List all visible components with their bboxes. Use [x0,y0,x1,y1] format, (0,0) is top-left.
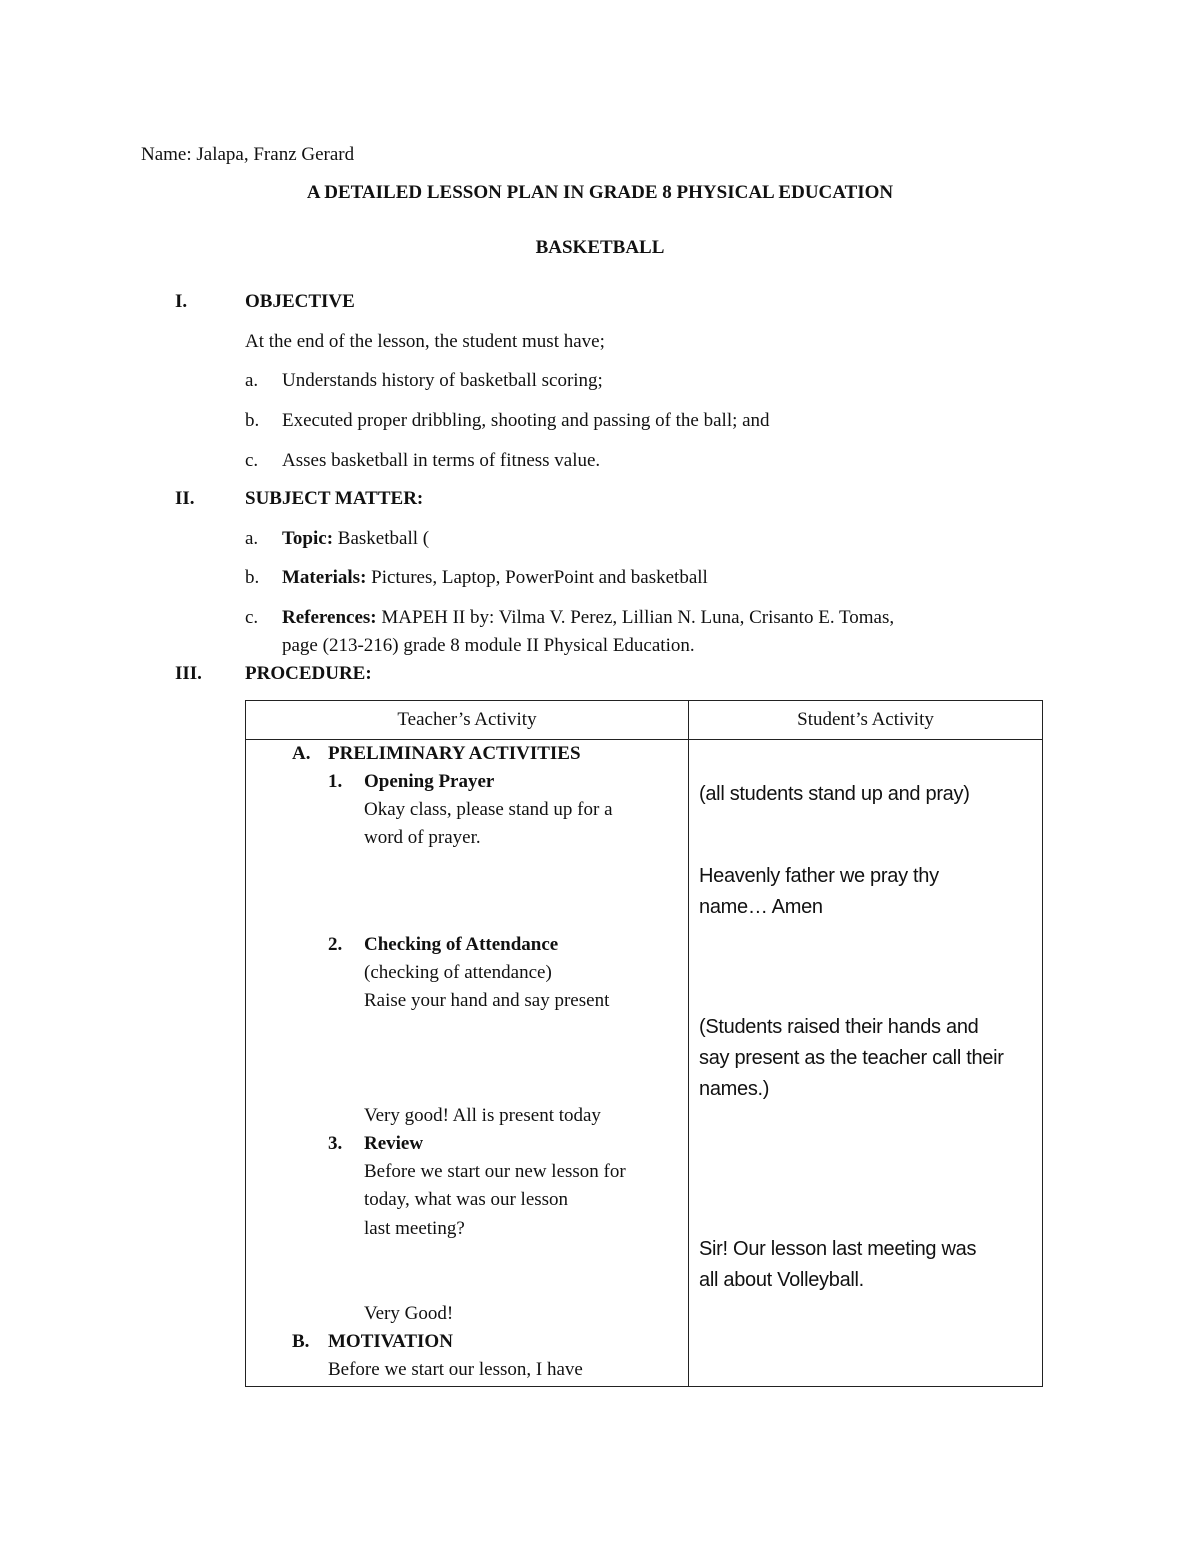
header-student-activity: Student’s Activity [689,701,1043,740]
objective-number: I. [175,291,188,312]
topic-label: Topic: [282,528,334,549]
preliminary-title: PRELIMINARY ACTIVITIES [328,743,581,764]
student-text: say present as the teacher call their [699,1047,1004,1069]
preliminary-label: A. [292,743,311,764]
student-text: (all students stand up and pray) [699,783,970,805]
motivation-label: B. [292,1331,310,1352]
teacher-text: last meeting? [364,1218,465,1239]
teacher-text: Very good! All is present today [364,1105,601,1126]
procedure-table [245,700,1043,1387]
student-text: Sir! Our lesson last meeting was [699,1238,977,1260]
document-subtitle: BASKETBALL [535,237,665,258]
document-title: A DETAILED LESSON PLAN IN GRADE 8 PHYSICAL EDUCATION [306,182,894,203]
references-value: MAPEH II by: Vilma V. Perez, Lillian N. Luna, Crisanto E. Tomas, [376,607,895,628]
header-teacher-activity: Teacher’s Activity [246,701,689,740]
student-activity-cell [689,740,1043,1387]
procedure-number: III. [175,663,202,684]
subject-item-materials [282,567,708,590]
teacher-text: (checking of attendance) [364,962,552,983]
objective-heading: OBJECTIVE [245,291,355,312]
subject-item-letter: a. [245,528,259,549]
objective-item: Understands history of basketball scoring; [282,370,603,391]
teacher-text: Raise your hand and say present [364,990,610,1011]
topic-value: Basketball ( [333,528,430,549]
teacher-text: today, what was our lesson [364,1189,569,1210]
objective-item: Asses basketball in terms of fitness value. [282,450,601,471]
student-text: (Students raised their hands and [699,1016,979,1038]
table-header-row [246,701,1043,740]
objective-intro: At the end of the lesson, the student must have; [245,331,605,352]
references-continuation: page (213-216) grade 8 module II Physical Education. [282,635,695,656]
attendance-title: Checking of Attendance [364,934,559,955]
teacher-text: Very Good! [364,1303,454,1324]
subject-item-letter: b. [245,567,260,588]
opening-prayer-number: 1. [328,771,343,792]
subject-matter-heading: SUBJECT MATTER: [245,488,424,509]
teacher-text: Before we start our new lesson for [364,1161,626,1182]
student-text: name… Amen [699,896,823,918]
student-text: all about Volleyball. [699,1269,864,1291]
teacher-text: word of prayer. [364,827,481,848]
student-name: Name: Jalapa, Franz Gerard [141,144,355,165]
teacher-text: Before we start our lesson, I have [328,1359,583,1380]
procedure-heading: PROCEDURE: [245,663,372,684]
references-label: References: [282,607,377,628]
attendance-number: 2. [328,934,343,955]
subject-item-references [282,607,894,630]
materials-value: Pictures, Laptop, PowerPoint and basketball [366,567,708,588]
student-text: names.) [699,1078,770,1100]
subject-item-topic [282,528,429,551]
materials-label: Materials: [282,567,367,588]
teacher-activity-cell [246,740,689,1387]
table-row [246,740,1043,1387]
review-number: 3. [328,1133,343,1154]
objective-item-letter: b. [245,410,260,431]
opening-prayer-title: Opening Prayer [364,771,495,792]
subject-item-letter: c. [245,607,259,628]
objective-item-letter: c. [245,450,259,471]
objective-item-letter: a. [245,370,259,391]
objective-item: Executed proper dribbling, shooting and passing of the ball; and [282,410,770,431]
teacher-text: Okay class, please stand up for a [364,799,613,820]
student-text: Heavenly father we pray thy [699,865,939,887]
subject-matter-number: II. [175,488,195,509]
motivation-title: MOTIVATION [328,1331,453,1352]
review-title: Review [364,1133,424,1154]
